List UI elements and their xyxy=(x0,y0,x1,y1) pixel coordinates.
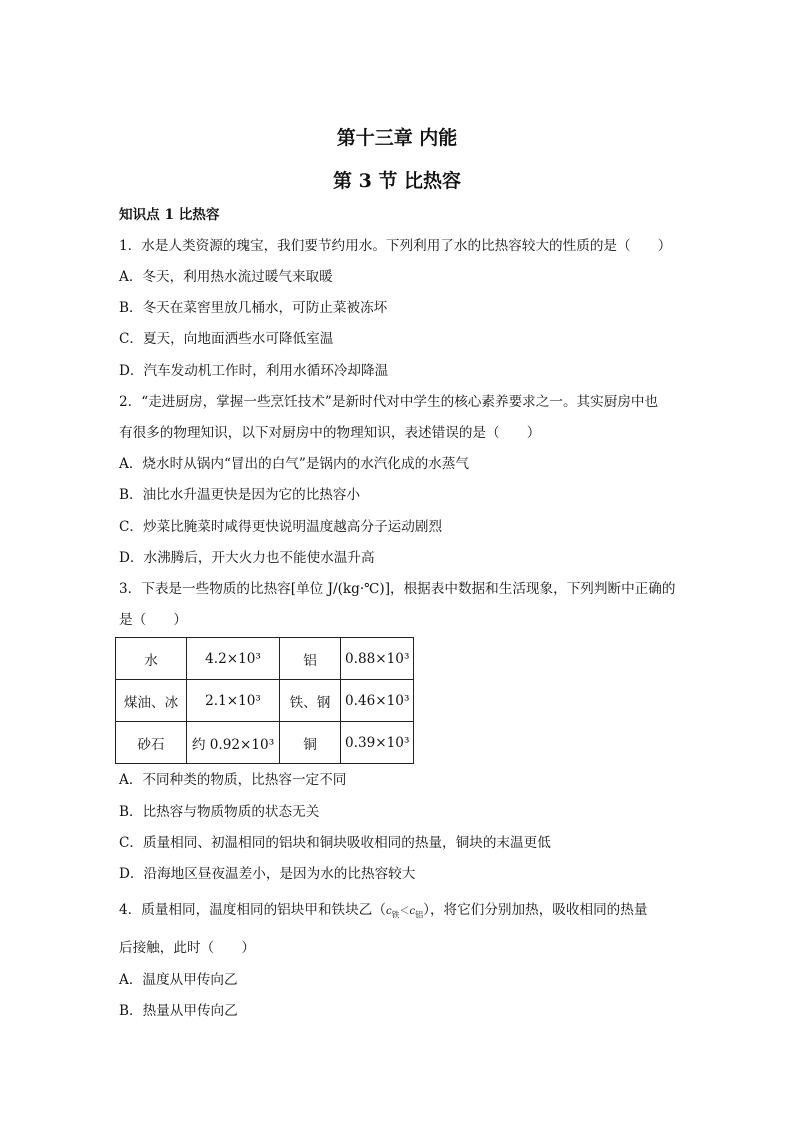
section-title: 第 3 节 比热容 xyxy=(332,170,462,192)
table-cell: 铁、钢 xyxy=(280,680,341,722)
q3-option-d: D．沿海地区昼夜温差小，是因为水的比热容较大 xyxy=(119,866,416,882)
table-row xyxy=(116,722,414,764)
table-cell: 0.88×10³ xyxy=(341,638,414,680)
table-cell: 2.1×10³ xyxy=(187,680,280,722)
q1-option-d: D．汽车发动机工作时，利用水循环冷却降温 xyxy=(119,363,389,379)
q2-option-b: B．油比水升温更快是因为它的比热容小 xyxy=(119,487,361,503)
q4-option-a: A．温度从甲传向乙 xyxy=(119,972,238,988)
q3-option-c: C．质量相同、初温相同的铝块和铜块吸收相同的热量，铜块的末温更低 xyxy=(119,835,551,851)
q3-stem-line2: 是（ ） xyxy=(119,612,187,628)
aluminum-subscript: 铝 xyxy=(415,910,424,920)
q2-option-a: A．烧水时从锅内“冒出的白气”是锅内的水汽化成的水蒸气 xyxy=(119,456,469,472)
c-symbol: c xyxy=(385,906,392,917)
specific-heat-table xyxy=(115,637,414,764)
q3-stem-line1: 3．下表是一些物质的比热容[单位 J/(kg·℃)]，根据表中数据和生活现象，下列判断中正确的 xyxy=(119,581,676,597)
q2-stem-line1: 2．“走进厨房，掌握一些烹饪技术”是新时代对中学生的核心素养要求之一。其实厨房中也 xyxy=(119,394,659,410)
table-cell: 铜 xyxy=(280,722,341,764)
q1-option-a: A．冬天，利用热水流过暖气来取暖 xyxy=(119,269,333,285)
table-cell: 0.39×10³ xyxy=(341,722,414,764)
q3-option-a: A．不同种类的物质，比热容一定不同 xyxy=(119,772,347,788)
c-symbol: c xyxy=(409,906,416,917)
table-row xyxy=(116,638,414,680)
q4-stem-line2: 后接触，此时（ ） xyxy=(119,940,255,956)
knowledge-point-heading: 知识点 1 比热容 xyxy=(119,207,220,223)
table-cell: 砂石 xyxy=(116,722,187,764)
table-cell: 铝 xyxy=(280,638,341,680)
q1-option-c: C．夏天，向地面洒些水可降低室温 xyxy=(119,331,334,347)
q4-stem-line1 xyxy=(119,901,647,925)
q2-option-c: C．炒菜比腌菜时咸得更快说明温度越高分子运动剧烈 xyxy=(119,519,443,535)
iron-subscript: 铁 xyxy=(391,910,400,920)
chapter-title: 第十三章 内能 xyxy=(336,127,458,149)
q4-stem-part1: 4．质量相同，温度相同的铝块甲和铁块乙（ xyxy=(119,902,386,918)
table-cell: 煤油、冰 xyxy=(116,680,187,722)
table-cell: 4.2×10³ xyxy=(187,638,280,680)
q2-stem-line2: 有很多的物理知识，以下对厨房中的物理知识，表述错误的是（ ） xyxy=(119,425,541,441)
q1-stem: 1．水是人类资源的瑰宝，我们要节约用水。下列利用了水的比热容较大的性质的是（ ） xyxy=(119,238,672,254)
q3-option-b: B．比热容与物质物质的状态无关 xyxy=(119,804,320,820)
q2-option-d: D．水沸腾后，开大火力也不能使水温升高 xyxy=(119,550,375,566)
q4-stem-part2: ），将它们分别加热，吸收相同的热量 xyxy=(423,902,648,918)
table-cell: 水 xyxy=(116,638,187,680)
table-cell: 约 0.92×10³ xyxy=(187,722,280,764)
q4-option-b: B．热量从甲传向乙 xyxy=(119,1003,238,1019)
less-than-sign: ＜ xyxy=(399,906,410,917)
table-row xyxy=(116,680,414,722)
q1-option-b: B．冬天在菜窖里放几桶水，可防止菜被冻坏 xyxy=(119,300,388,316)
table-cell: 0.46×10³ xyxy=(341,680,414,722)
